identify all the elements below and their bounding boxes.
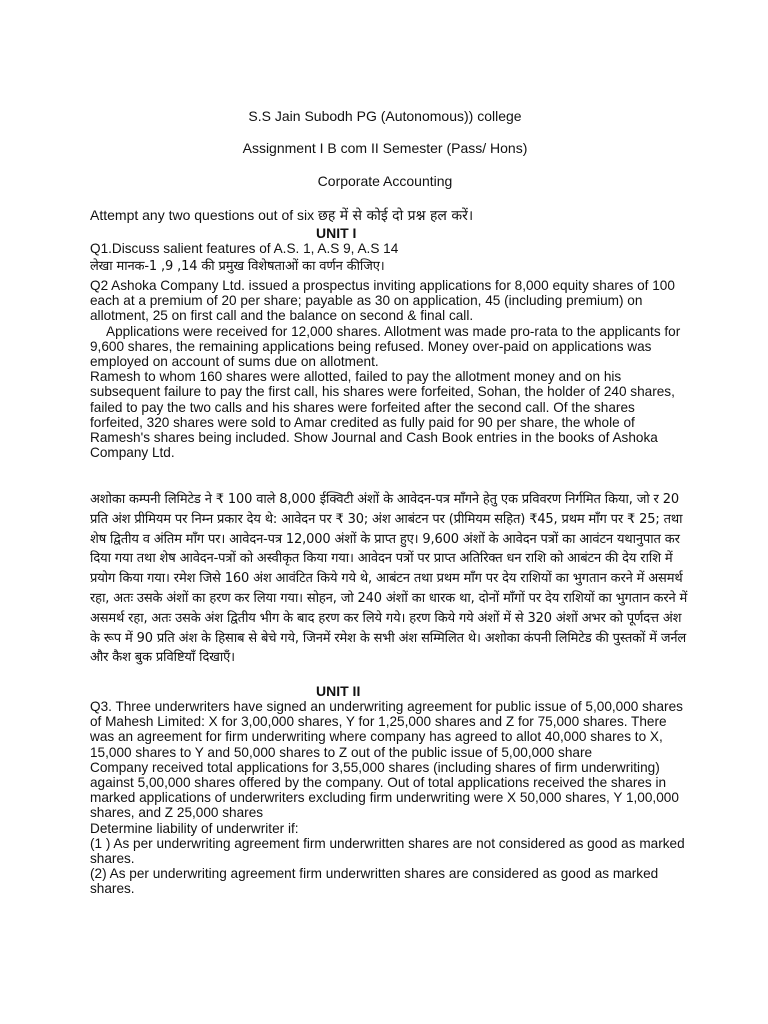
question-1-english: Q1.Discuss salient features of A.S. 1, A.S 9, A.S 14 <box>90 241 399 256</box>
question-3-text <box>90 699 690 897</box>
question-3-case-1: (1 ) As per underwriting agreement firm underwritten shares are not considered as good as marked shares. <box>90 835 685 867</box>
question-3-para-1: Q3. Three underwriters have signed an underwriting agreement for public issue of 5,00,000 shares of Mahesh Limited: X for 3,00,000 shares, Y for 1,25,000 shares and Z for 75,000 shares. There was an agreement for firm underwriting where company has agreed to allot 40,000 shares to X, 15,000 shares to Y and 50,000 shares to Z out of the public issue of 5,00,000 share <box>90 699 683 760</box>
question-2-text <box>90 278 690 460</box>
question-2-hindi: अशोका कम्पनी लिमिटेड ने ₹ 100 वाले 8,000 ईक्विटी अंशों के आवेदन-पत्र माँगने हेतु एक प्रविवरण निर्गमित किया, जो र 20 प्रति अंश प्रीमियम पर निम्न प्रकार देय थे: आवेदन पर ₹ 30; अंश आबंटन पर (प्रीमियम सहित) ₹45, प्रथम माँग पर ₹ 25; तथा शेष द्वितीय व अंतिम माँग पर। आवेदन-पत्र 12,000 अंशों के प्राप्त हुए। 9,600 अंशों के आवेदन पत्रों का आवंटन यथानुपात कर दिया गया तथा शेष आवेदन-पत्रों को अस्वीकृत किया गया। आवेदन पत्रों पर प्राप्त अतिरिक्त धन राशि को आबंटन की देय राशि में प्रयोग किया गया। रमेश जिसे 160 अंश आवंटित किये गये थे, आबंटन तथा प्रथम माँग पर देय राशियों का भुगतान करने में असमर्थ रहा, अतः उसके अंशों का हरण कर लिया गया। सोहन, जो 240 अंशों का धारक था, दोनों माँगों पर देय राशियों का भुगतान करने में असमर्थ रहा, अतः उसके अंश द्वितीय भीग के बाद हरण कर लिये गये। हरण किये गये अंशों में से 320 अंशों अभर को पूर्णदत्त अंश के रूप में 90 प्रति अंश के हिसाब से बेचे गये, जिनमें रमेश के सभी अंश सम्मिलित थे। अशोका कंपनी लिमिटेड की पुस्तकों में जर्नल और कैश बुक प्रविष्टियाँ दिखाएँ। <box>90 492 688 666</box>
question-3-case-2: (2) As per underwriting agreement firm underwritten shares are considered as good as marked shares. <box>90 866 659 897</box>
question-3-para-3: Determine liability of underwriter if: <box>90 820 299 836</box>
question-1-hindi: लेखा मानक-1 ,9 ,14 की प्रमुख विशेषताओं का वर्णन कीजिए। <box>90 259 385 274</box>
question-2-para-1: Q2 Ashoka Company Ltd. issued a prospectus inviting applications for 8,000 equity shares of 100 each at a premium of 20 per share; payable as 30 on application, 45 (including premium) on allotment, 25 on first call and the balance on second & final call. <box>90 278 675 324</box>
unit-1-heading: UNIT I <box>316 225 357 241</box>
assignment-title: Assignment I B com II Semester (Pass/ Hons) <box>242 140 528 156</box>
unit-2-heading: UNIT II <box>316 683 361 699</box>
question-2-para-2: Applications were received for 12,000 shares. Allotment was made pro-rata to the applicants for 9,600 shares, the remaining applications being refused. Money over-paid on applications was employed on account of sums due on allotment. <box>90 323 681 370</box>
question-3-para-2: Company received total applications for 3,55,000 shares (including shares of firm underwriting) against 5,00,000 shares offered by the company. Out of total applications received the shares in marked applications of underwriters excluding firm underwriting were X 50,000 shares, Y 1,00,000 shares, and Z 25,000 shares <box>90 759 679 821</box>
instruction-hindi: छह में से कोई दो प्रश्न हल करें। <box>318 208 474 224</box>
question-2-para-3: Ramesh to whom 160 shares were allotted, failed to pay the allotment money and on his subsequent failure to pay the first call, his shares were forfeited, Sohan, the holder of 240 shares, failed to pay the two calls and his shares were forfeited after the second call. Of the shares forfeited, 320 shares were sold to Amar credited as fully paid for 90 per share, the whole of Ramesh's shares being included. Show Journal and Cash Book entries in the books of Ashoka Company Ltd. <box>90 369 675 461</box>
college-name: S.S Jain Subodh PG (Autonomous)) college <box>248 108 522 124</box>
instruction-english: Attempt any two questions out of six <box>90 207 315 223</box>
instruction-line <box>90 205 690 226</box>
subject-title: Corporate Accounting <box>317 173 453 189</box>
